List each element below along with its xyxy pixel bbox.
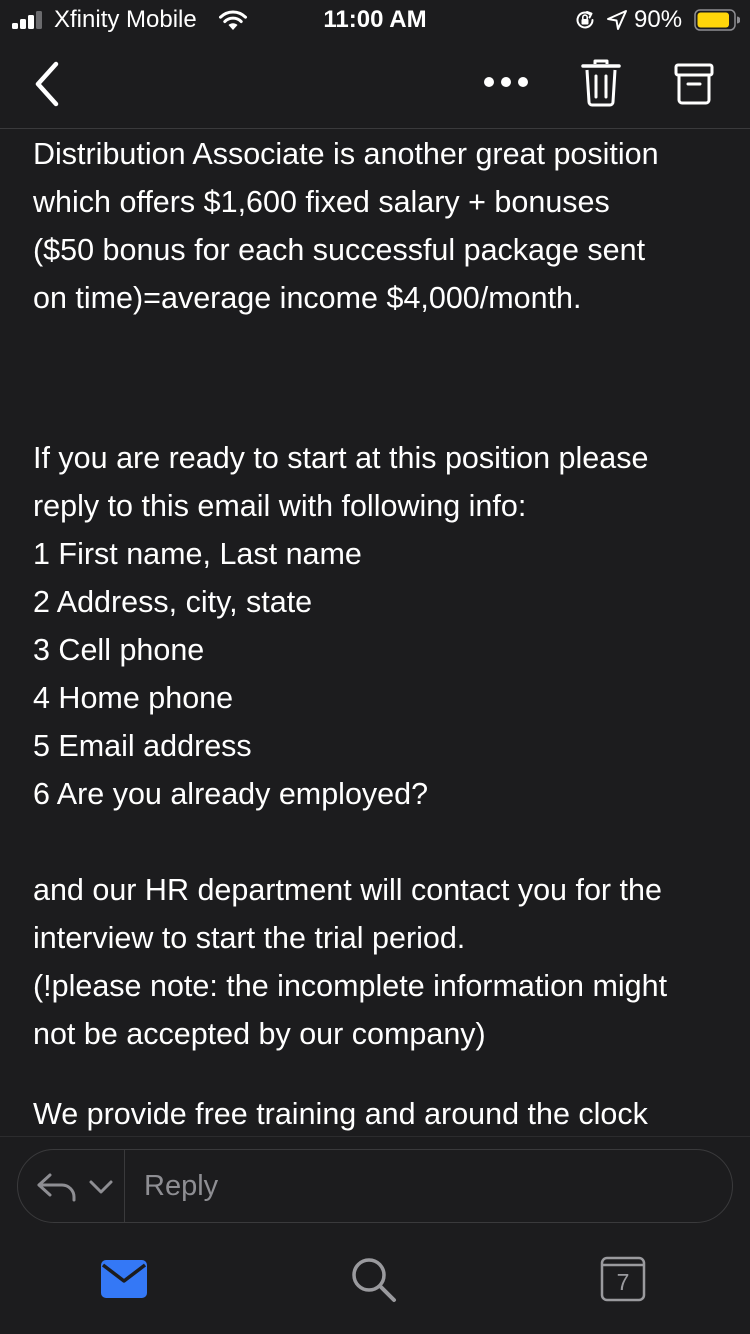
location-arrow-icon [606,9,628,31]
email-list-item: 4 Home phone [33,681,234,715]
email-paragraph-3 [33,866,733,1058]
chevron-down-icon [88,1178,114,1196]
email-text-line: ($50 bonus for each successful package sent [33,233,646,267]
archive-icon [674,62,714,106]
trash-icon [580,58,622,108]
status-bar [0,0,750,40]
email-body[interactable] [0,129,750,1135]
bottom-tab-bar [0,1236,750,1334]
chevron-left-icon [30,60,66,108]
tab-mail[interactable] [101,1260,147,1298]
email-text-line: We provide free training and around the clock [33,1097,648,1131]
reply-field[interactable] [17,1149,733,1223]
reply-options-button[interactable] [18,1150,125,1222]
reply-bar [0,1136,750,1237]
email-paragraph-1 [33,130,733,322]
email-text-line: If you are ready to start at this position please [33,441,649,475]
email-paragraph-4 [33,1090,733,1135]
carrier-name: Xfinity Mobile [54,6,197,33]
status-time: 11:00 AM [323,6,427,33]
email-paragraph-2 [33,434,733,818]
email-text-line: Distribution Associate is another great position [33,137,659,171]
more-button[interactable] [480,70,532,94]
email-list-item: 1 First name, Last name [33,537,362,571]
email-list-item: 2 Address, city, state [33,585,313,619]
email-text-line: (!please note: the incomplete information might [33,969,668,1003]
back-button[interactable] [30,60,66,108]
email-text-line: which offers $1,600 fixed salary + bonuses [33,185,610,219]
reply-placeholder[interactable]: Reply [144,1170,219,1202]
email-list-item: 3 Cell phone [33,633,205,667]
email-text-line: interview to start the trial period. [33,921,466,955]
archive-button[interactable] [674,62,714,106]
battery-icon [694,9,740,31]
email-text-line: and our HR department will contact you for the [33,873,662,907]
ellipsis-icon [480,70,532,94]
message-nav-bar [0,40,750,129]
search-icon [350,1256,398,1304]
email-list-item: 6 Are you already employed? [33,777,429,811]
reply-arrow-icon [36,1172,78,1202]
mail-icon [101,1260,147,1298]
email-text-line: not be accepted by our company) [33,1017,486,1051]
email-text-line: on time)=average income $4,000/month. [33,281,582,315]
tab-search[interactable] [350,1256,398,1304]
tab-calendar[interactable] [600,1256,646,1302]
calendar-day: 7 [616,1269,630,1295]
email-list-item: 5 Email address [33,729,252,763]
orientation-lock-icon [574,9,596,31]
battery-percent: 90% [634,6,683,33]
delete-button[interactable] [580,58,622,108]
email-text-line: reply to this email with following info: [33,489,527,523]
